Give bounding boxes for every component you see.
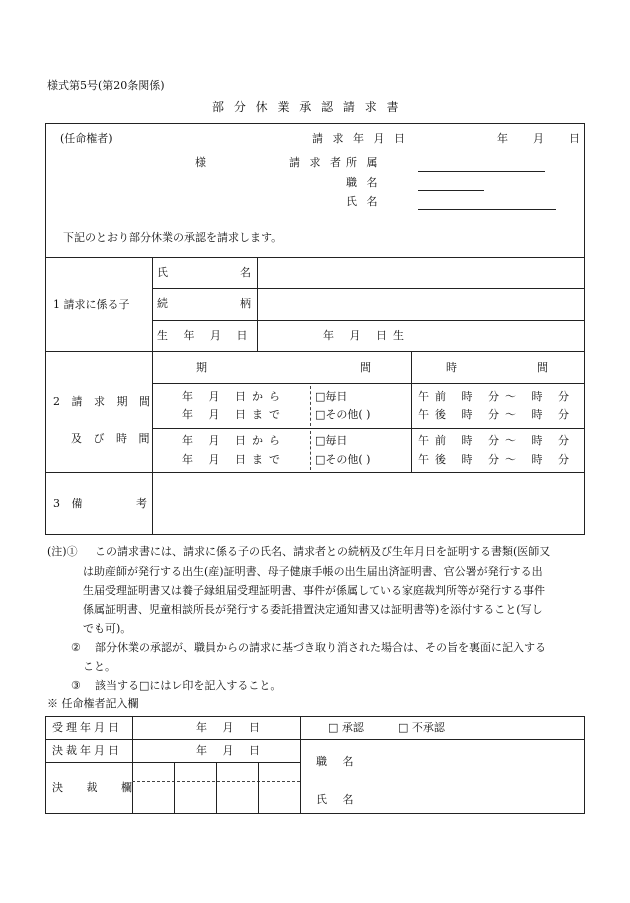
period2-to[interactable]: 年 月 日まで — [182, 453, 286, 466]
note1-line3: 生届受理証明書又は養子縁組届受理証明書、事件が係属している家庭裁判所等が発行する事件 — [83, 584, 545, 597]
name-field[interactable] — [418, 209, 556, 210]
section3-title: 3 備 — [53, 497, 87, 510]
note3-number: ③ — [71, 679, 81, 692]
remarks-field[interactable] — [160, 480, 580, 528]
dashed-divider — [310, 386, 311, 426]
divider — [45, 739, 585, 740]
main-form-box — [45, 123, 585, 535]
time-header-2: 間 — [537, 361, 548, 374]
note1-line1: この請求書には、請求に係る子の氏名、請求者との続柄及び生年月日を証明する書類(医師又 — [95, 545, 551, 558]
period2-daily-checkbox[interactable]: □毎日 — [315, 434, 348, 447]
period1-other-checkbox[interactable]: □その他( ) — [315, 408, 371, 421]
approver-position-label: 職 名 — [316, 755, 360, 768]
approver-name-label: 氏 名 — [316, 793, 360, 806]
received-date-value[interactable]: 年 月 日 — [196, 721, 266, 734]
divider — [152, 383, 585, 384]
request-statement: 下記のとおり部分休業の承認を請求します。 — [63, 231, 283, 244]
period-header-2: 間 — [360, 361, 371, 374]
reject-checkbox[interactable]: □ 不承認 — [398, 721, 445, 734]
period-header: 期 — [196, 361, 207, 374]
note2-line2: こと。 — [83, 660, 116, 673]
note3-text: 該当する□にはレ印を記入すること。 — [95, 679, 282, 692]
period2-from[interactable]: 年 月 日から — [182, 434, 286, 447]
period1-pm-time[interactable]: 午後 時 分～ 時 分 — [418, 408, 575, 421]
note1-line5: でも可)。 — [83, 622, 132, 635]
requester-label: 請 求 者 — [289, 156, 344, 169]
relation-label-2: 柄 — [240, 297, 251, 310]
relation-label: 続 — [157, 297, 168, 310]
divider — [216, 762, 217, 814]
request-year[interactable]: 年 — [497, 132, 508, 145]
request-month[interactable]: 月 — [533, 132, 544, 145]
note1-line2: は助産師が発行する出生(産)証明書、母子健康手帳の出生届出済証明書、官公署が発行する出 — [83, 565, 543, 578]
divider — [152, 320, 585, 321]
section3-title-2: 考 — [136, 497, 147, 510]
notes-prefix: (注)① — [47, 545, 78, 558]
period1-from[interactable]: 年 月 日から — [182, 390, 286, 403]
divider — [174, 762, 175, 814]
child-name-label: 氏 — [157, 266, 168, 279]
divider — [45, 762, 300, 763]
birth-value[interactable]: 年 月 日生 — [323, 329, 410, 342]
form-number: 様式第5号(第20条関係) — [47, 79, 165, 92]
period1-daily-checkbox[interactable]: □毎日 — [315, 390, 348, 403]
divider — [258, 762, 259, 814]
divider — [300, 716, 301, 814]
form-title: 部 分 休 業 承 認 請 求 書 — [212, 100, 402, 114]
section2-title-line1: 2 請 求 期 間 — [53, 395, 154, 408]
period2-other-checkbox[interactable]: □その他( ) — [315, 453, 371, 466]
request-day[interactable]: 日 — [569, 132, 580, 145]
sama-label: 様 — [195, 156, 206, 169]
appointer-label: (任命権者) — [60, 132, 113, 145]
divider — [152, 288, 585, 289]
approval-column-label: 決 裁 欄 — [52, 781, 142, 794]
divider — [132, 716, 133, 814]
period2-pm-time[interactable]: 午後 時 分～ 時 分 — [418, 453, 575, 466]
note2-number: ② — [71, 641, 81, 654]
decision-date-value[interactable]: 年 月 日 — [196, 744, 266, 757]
birth-label: 生 年 月 日 — [157, 329, 254, 342]
period2-am-time[interactable]: 午前 時 分～ 時 分 — [418, 434, 575, 447]
divider — [45, 351, 585, 352]
child-name-label-2: 名 — [240, 266, 251, 279]
name-label: 氏 名 — [346, 195, 381, 208]
received-date-label: 受理年月日 — [52, 721, 122, 734]
approve-checkbox[interactable]: □ 承認 — [328, 721, 364, 734]
period1-am-time[interactable]: 午前 時 分～ 時 分 — [418, 390, 575, 403]
divider — [257, 257, 258, 351]
appointer-table — [45, 716, 585, 814]
note1-line4: 係属証明書、児童相談所長が発行する委託措置決定通知書又は証明書等)を添付すること(写し — [83, 603, 543, 616]
divider — [152, 428, 585, 429]
divider — [45, 472, 585, 473]
position-label: 職 名 — [346, 176, 381, 189]
divider — [45, 257, 585, 258]
section1-title: 1 請求に係る子 — [53, 298, 130, 311]
divider — [411, 351, 412, 472]
affiliation-field[interactable] — [418, 171, 545, 172]
request-date-label: 請 求 年 月 日 — [312, 132, 408, 145]
decision-date-label: 決裁年月日 — [52, 744, 122, 757]
appointer-section-label: ※ 任命権者記入欄 — [47, 697, 139, 710]
position-field[interactable] — [418, 190, 484, 191]
section2-title-line2: 及 び 時 間 — [71, 432, 154, 445]
period1-to[interactable]: 年 月 日まで — [182, 408, 286, 421]
note2-line1: 部分休業の承認が、職員からの請求に基づき取り消された場合は、その旨を裏面に記入する — [95, 641, 546, 654]
dashed-divider — [310, 431, 311, 470]
affiliation-label: 所 属 — [346, 156, 381, 169]
time-header: 時 — [446, 361, 457, 374]
